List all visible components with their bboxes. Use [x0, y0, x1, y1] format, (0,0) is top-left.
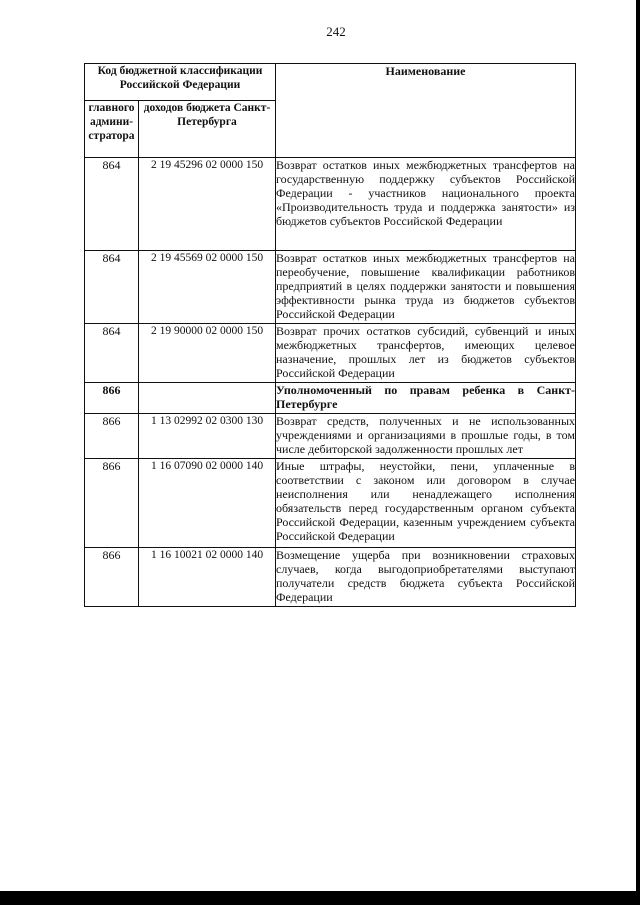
organization-name-cell: Уполномоченный по правам ребенка в Санкт-Петербурге — [276, 383, 576, 414]
table-row — [85, 251, 576, 324]
budget-income-header: доходов бюджета Санкт-Петербурга — [139, 101, 276, 158]
page-number: 242 — [326, 24, 346, 39]
budget-classification-table — [84, 63, 576, 607]
name-cell: Возврат прочих остатков субсидий, субвенций и иных межбюджетных трансфертов, имеющих целевое назначение, прошлых лет из бюджетов субъектов Российской Федерации — [276, 324, 576, 383]
income-code-cell: 1 16 07090 02 0000 140 — [139, 459, 276, 548]
name-cell: Возврат средств, полученных и не использованных учреждениями и организациями в прошлые годы, в том числе дебиторской задолженности прошлых лет — [276, 414, 576, 459]
admin-code-cell: 864 — [85, 324, 139, 383]
table-row — [85, 414, 576, 459]
name-cell: Возврат остатков иных межбюджетных трансфертов на государственную поддержку субъектов Российской Федерации - участников национального проекта «Производительность труда и поддержка занятости» из бюджетов субъектов Российской Федерации — [276, 158, 576, 251]
table-row — [85, 459, 576, 548]
admin-code-cell: 864 — [85, 251, 139, 324]
income-code-cell: 1 13 02992 02 0300 130 — [139, 414, 276, 459]
income-code-cell: 2 19 45296 02 0000 150 — [139, 158, 276, 251]
name-cell: Возврат остатков иных межбюджетных трансфертов на переобучение, повышение квалификации работников предприятий в целях поддержки занятости и повышения эффективности рынка труда из бюджетов субъектов Российской Федерации — [276, 251, 576, 324]
name-cell: Возмещение ущерба при возникновении страховых случаев, когда выгодоприобретателями выступают получатели средств бюджета субъекта Российской Федерации — [276, 548, 576, 607]
income-code-cell: 2 19 90000 02 0000 150 — [139, 324, 276, 383]
name-header: Наименование — [276, 64, 576, 158]
admin-code-cell: 864 — [85, 158, 139, 251]
income-code-cell: 2 19 45569 02 0000 150 — [139, 251, 276, 324]
table-row — [85, 548, 576, 607]
admin-code-cell: 866 — [85, 414, 139, 459]
table-row-organization — [85, 383, 576, 414]
income-code-cell: 1 16 10021 02 0000 140 — [139, 548, 276, 607]
main-admin-header: главного админи-стратора — [85, 101, 139, 158]
admin-code-cell: 866 — [85, 459, 139, 548]
code-group-header: Код бюджетной классификации Российской Федерации — [85, 64, 276, 101]
table-row — [85, 158, 576, 251]
header-row-1 — [85, 64, 576, 101]
table-row — [85, 324, 576, 383]
admin-code-cell: 866 — [85, 548, 139, 607]
name-cell: Иные штрафы, неустойки, пени, уплаченные в соответствии с законом или договором в случае неисполнения или ненадлежащего исполнения обязательств перед государственным органом субъекта Российской Федерации, казенным учреждением субъекта Российской Федерации — [276, 459, 576, 548]
income-code-cell — [139, 383, 276, 414]
admin-code-cell: 866 — [85, 383, 139, 414]
